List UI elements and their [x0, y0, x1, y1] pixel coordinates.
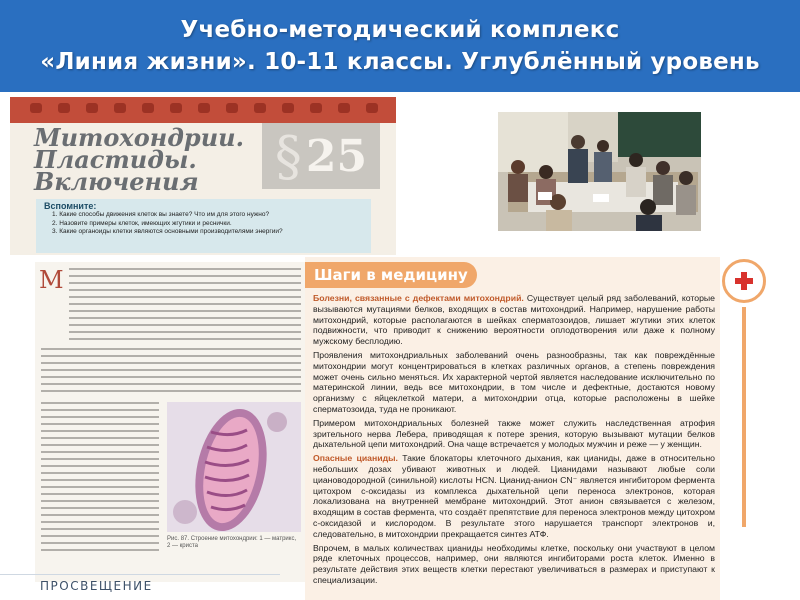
publisher-logo: ПРОСВЕЩЕНИЕ	[40, 579, 153, 593]
classroom-photo-illustration	[498, 112, 701, 231]
reminder-question: 3. Какие органоиды клетки являются основными производителями энергии?	[52, 228, 283, 235]
mitochondrion-illustration	[167, 402, 301, 532]
textbook-page-header-image	[10, 97, 396, 255]
paragraph: Такие блокаторы клеточного дыхания, как цианиды, даже в относительно небольших дозах убивают животных и людей. Цианидами называют любые соли циановодородной (синильной) кислоты HCN. Цианид-анион CN⁻ является ингибитором фермента цитохром с-оксидазы из комплекса дыхательной цепи переноса электронов, которая локализована на внутренней мембране митохондрий. Этот анион связывается с железом, входящим в состав фермента, что создаёт препятствие для переноса электронов между цитохром с-оксидазой и кислородом. В результате этого нарушается транспорт электронов и, следовательно, в митохондрии прекращается синтез АТФ.	[313, 453, 715, 539]
paragraph-title: Митохондрии. Пластиды. Включения	[34, 123, 244, 196]
medical-steps-panel	[305, 257, 720, 600]
accent-bar	[742, 307, 746, 527]
medical-text	[313, 293, 715, 589]
reminder-heading: Вспомните:	[44, 201, 97, 211]
title-line-1: Учебно-методический комплекс	[180, 17, 620, 43]
cyanide-subheading: Опасные цианиды.	[313, 453, 398, 464]
text-lines	[41, 348, 301, 397]
textbook-body-page	[35, 262, 307, 582]
section-badge	[262, 123, 380, 189]
decorative-strip	[10, 97, 396, 123]
reminder-box	[36, 199, 371, 253]
paragraph: Примером митохондриальных болезней также может служить наследственная атрофия зрительного нерва Лебера, приводящая к потере зрения, которую вызывают мутации белков дыхательной цепи митохондрий. Она чаще встречается у молодых мужчин и реже — у женщин.	[313, 417, 715, 450]
paragraph: Существует целый ряд заболеваний, которые вызываются мутациями белков, входящих в состав митохондрий. Например, нарушение работы митохондрий, которые располагаются в шейках сперматозоидов, лишает жгутики этих клеток подвижности, что приводит к снижению вероятности оплодотворения или даже к полному мужскому бесплодию.	[313, 293, 715, 347]
medical-badge	[720, 255, 778, 365]
title-banner	[0, 0, 800, 92]
section-symbol: §	[274, 124, 302, 188]
section-number: 25	[305, 130, 368, 182]
medical-heading-tab	[305, 262, 477, 288]
drop-cap: М	[39, 266, 64, 294]
reminder-question: 1. Какие способы движения клеток вы знаете? Что им для этого нужно?	[52, 211, 270, 218]
paragraph: Впрочем, в малых количествах цианиды необходимы клетке, поскольку они участвуют в целом ряде клеточных процессов, например, они являются ингибиторами роста клеток. Именно в результате действия этих веществ клетки перестают увеличиваться в размерах и приступают к специализации.	[313, 542, 715, 585]
paragraph: Проявления митохондриальных заболеваний очень разнообразны, так как повреждённые митохондрии могут концентрироваться в клетках различных органов, а степень повреждения может очень сильно меняться. Их характерной чертой является наследование исключительно по материнской линии, ведь все митохондрии, в том числе и дефектные, достаются новому организму с яйцеклеткой матери, а митохондрии отца, которые расположены в шейке сперматозоида, туда не проникают.	[313, 349, 715, 414]
text-lines	[69, 268, 301, 345]
title-line-2: «Линия жизни». 10-11 классы. Углублённый уровень	[40, 49, 760, 75]
medical-cross-icon	[735, 272, 753, 290]
mitochondrion-figure	[167, 402, 301, 532]
medical-heading: Шаги в медицину	[314, 266, 468, 284]
footer-divider	[0, 574, 280, 575]
classroom-photo	[498, 112, 701, 231]
diseases-subheading: Болезни, связанные с дефектами митохондрий.	[313, 293, 524, 303]
badge-ring	[722, 259, 766, 303]
figure-caption: Рис. 87. Строение митохондрии: 1 — матрикс, 2 — криста	[167, 536, 297, 549]
reminder-question: 2. Назовите примеры клеток, имеющих жгутики и реснички.	[52, 219, 232, 227]
text-lines	[41, 402, 159, 556]
